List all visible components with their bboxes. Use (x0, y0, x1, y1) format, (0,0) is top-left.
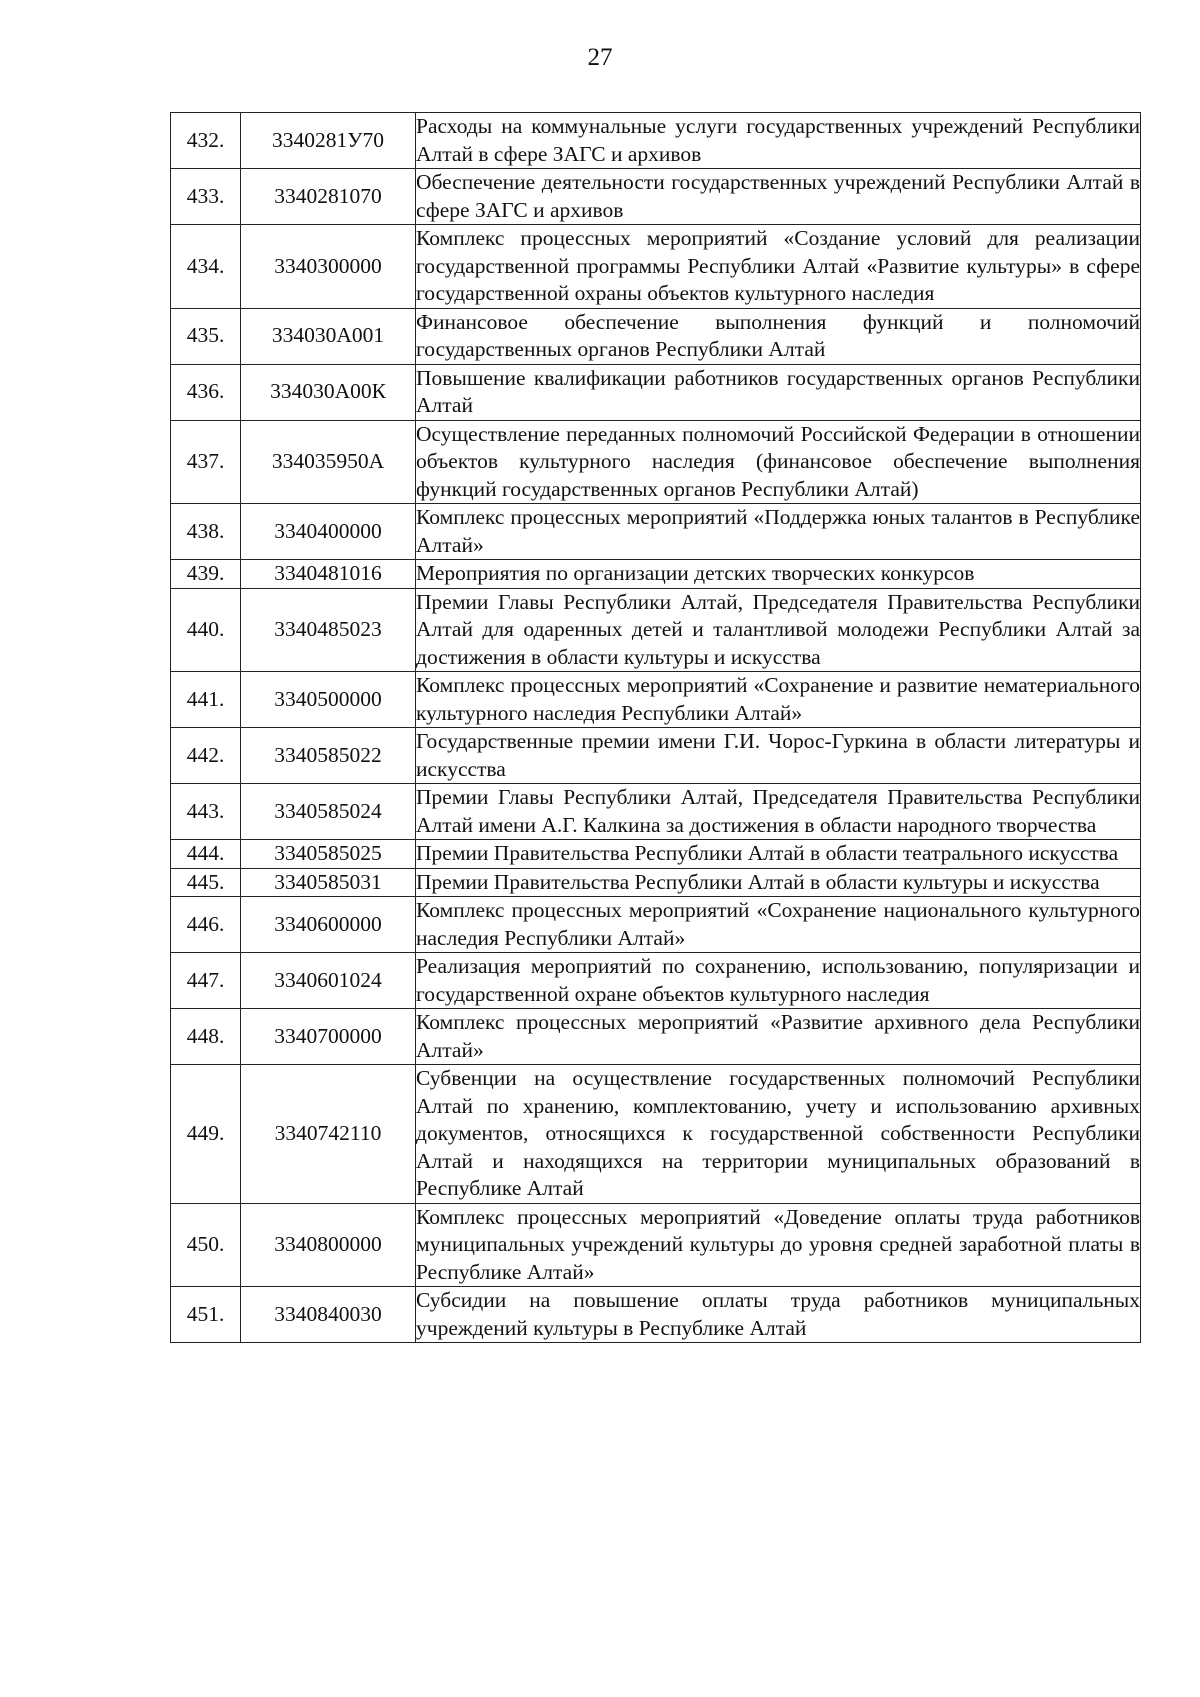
table-row (171, 784, 1141, 840)
row-description: Премии Главы Республики Алтай, Председателя Правительства Республики Алтай имени А.Г. Калкина за достижения в области народного творчества (416, 784, 1141, 840)
row-number: 444. (171, 840, 241, 869)
row-description: Комплекс процессных мероприятий «Сохранение и развитие нематериального культурного наследия Республики Алтай» (416, 672, 1141, 728)
row-description: Осуществление переданных полномочий Российской Федерации в отношении объектов культурного наследия (финансовое обеспечение выполнения функций государственных органов Республики Алтай) (416, 420, 1141, 504)
budget-code: 3340585022 (241, 728, 416, 784)
table-row (171, 169, 1141, 225)
table-body (171, 113, 1141, 1343)
budget-code: 3340601024 (241, 953, 416, 1009)
row-description: Комплекс процессных мероприятий «Создание условий для реализации государственной программы Республики Алтай «Развитие культуры» в сфере государственной охраны объектов культурного наследия (416, 225, 1141, 309)
budget-code: 3340500000 (241, 672, 416, 728)
row-number: 451. (171, 1287, 241, 1343)
budget-code: 3340300000 (241, 225, 416, 309)
budget-code: 3340585024 (241, 784, 416, 840)
row-description: Премии Правительства Республики Алтай в области театрального искусства (416, 840, 1141, 869)
budget-code: 3340742110 (241, 1065, 416, 1204)
table-row (171, 1065, 1141, 1204)
table-row (171, 225, 1141, 309)
row-number: 446. (171, 897, 241, 953)
table-row (171, 308, 1141, 364)
budget-code: 3340481016 (241, 560, 416, 589)
row-description: Субсидии на повышение оплаты труда работников муниципальных учреждений культуры в Республике Алтай (416, 1287, 1141, 1343)
row-description: Комплекс процессных мероприятий «Сохранение национального культурного наследия Республики Алтай» (416, 897, 1141, 953)
row-number: 439. (171, 560, 241, 589)
page-number: 27 (587, 44, 613, 71)
row-number: 445. (171, 868, 241, 897)
row-number: 438. (171, 504, 241, 560)
row-description: Обеспечение деятельности государственных учреждений Республики Алтай в сфере ЗАГС и архивов (416, 169, 1141, 225)
table-row (171, 420, 1141, 504)
row-number: 450. (171, 1203, 241, 1287)
table-row (171, 1009, 1141, 1065)
row-description: Комплекс процессных мероприятий «Развитие архивного дела Республики Алтай» (416, 1009, 1141, 1065)
row-description: Реализация мероприятий по сохранению, использованию, популяризации и государственной охране объектов культурного наследия (416, 953, 1141, 1009)
row-description: Финансовое обеспечение выполнения функций и полномочий государственных органов Республики Алтай (416, 308, 1141, 364)
row-description: Премии Главы Республики Алтай, Председателя Правительства Республики Алтай для одаренных детей и талантливой молодежи Республики Алтай за достижения в области культуры и искусства (416, 588, 1141, 672)
row-description: Субвенции на осуществление государственных полномочий Республики Алтай по хранению, комплектованию, учету и использованию архивных документов, относящихся к государственной собственности Республики Алтай и находящихся на территории муниципальных образований в Республике Алтай (416, 1065, 1141, 1204)
row-description: Государственные премии имени Г.И. Чорос-Гуркина в области литературы и искусства (416, 728, 1141, 784)
row-description: Комплекс процессных мероприятий «Доведение оплаты труда работников муниципальных учреждений культуры до уровня средней заработной платы в Республике Алтай» (416, 1203, 1141, 1287)
row-number: 436. (171, 364, 241, 420)
budget-code: 3340585031 (241, 868, 416, 897)
row-number: 441. (171, 672, 241, 728)
budget-code: 3340700000 (241, 1009, 416, 1065)
row-number: 440. (171, 588, 241, 672)
table-row (171, 560, 1141, 589)
row-number: 437. (171, 420, 241, 504)
budget-classification-table (170, 112, 1141, 1343)
row-description: Премии Правительства Республики Алтай в области культуры и искусства (416, 868, 1141, 897)
budget-code: 334035950А (241, 420, 416, 504)
table-row (171, 672, 1141, 728)
budget-code: 334030А00К (241, 364, 416, 420)
table-row (171, 953, 1141, 1009)
row-number: 432. (171, 113, 241, 169)
row-number: 435. (171, 308, 241, 364)
budget-code: 3340485023 (241, 588, 416, 672)
budget-code: 334030А001 (241, 308, 416, 364)
budget-code: 3340800000 (241, 1203, 416, 1287)
budget-code: 3340600000 (241, 897, 416, 953)
table-row (171, 364, 1141, 420)
row-number: 442. (171, 728, 241, 784)
budget-code: 3340585025 (241, 840, 416, 869)
row-number: 443. (171, 784, 241, 840)
table-row (171, 897, 1141, 953)
row-description: Мероприятия по организации детских творческих конкурсов (416, 560, 1141, 589)
row-number: 434. (171, 225, 241, 309)
table-row (171, 1203, 1141, 1287)
budget-code: 3340281У70 (241, 113, 416, 169)
row-number: 447. (171, 953, 241, 1009)
row-number: 449. (171, 1065, 241, 1204)
row-description: Повышение квалификации работников государственных органов Республики Алтай (416, 364, 1141, 420)
budget-code: 3340281070 (241, 169, 416, 225)
table-row (171, 868, 1141, 897)
row-number: 448. (171, 1009, 241, 1065)
row-description: Комплекс процессных мероприятий «Поддержка юных талантов в Республике Алтай» (416, 504, 1141, 560)
table-row (171, 113, 1141, 169)
budget-code: 3340400000 (241, 504, 416, 560)
table-row (171, 1287, 1141, 1343)
table-row (171, 840, 1141, 869)
table-row (171, 728, 1141, 784)
budget-code: 3340840030 (241, 1287, 416, 1343)
row-number: 433. (171, 169, 241, 225)
table-row (171, 588, 1141, 672)
row-description: Расходы на коммунальные услуги государственных учреждений Республики Алтай в сфере ЗАГС и архивов (416, 113, 1141, 169)
table-row (171, 504, 1141, 560)
